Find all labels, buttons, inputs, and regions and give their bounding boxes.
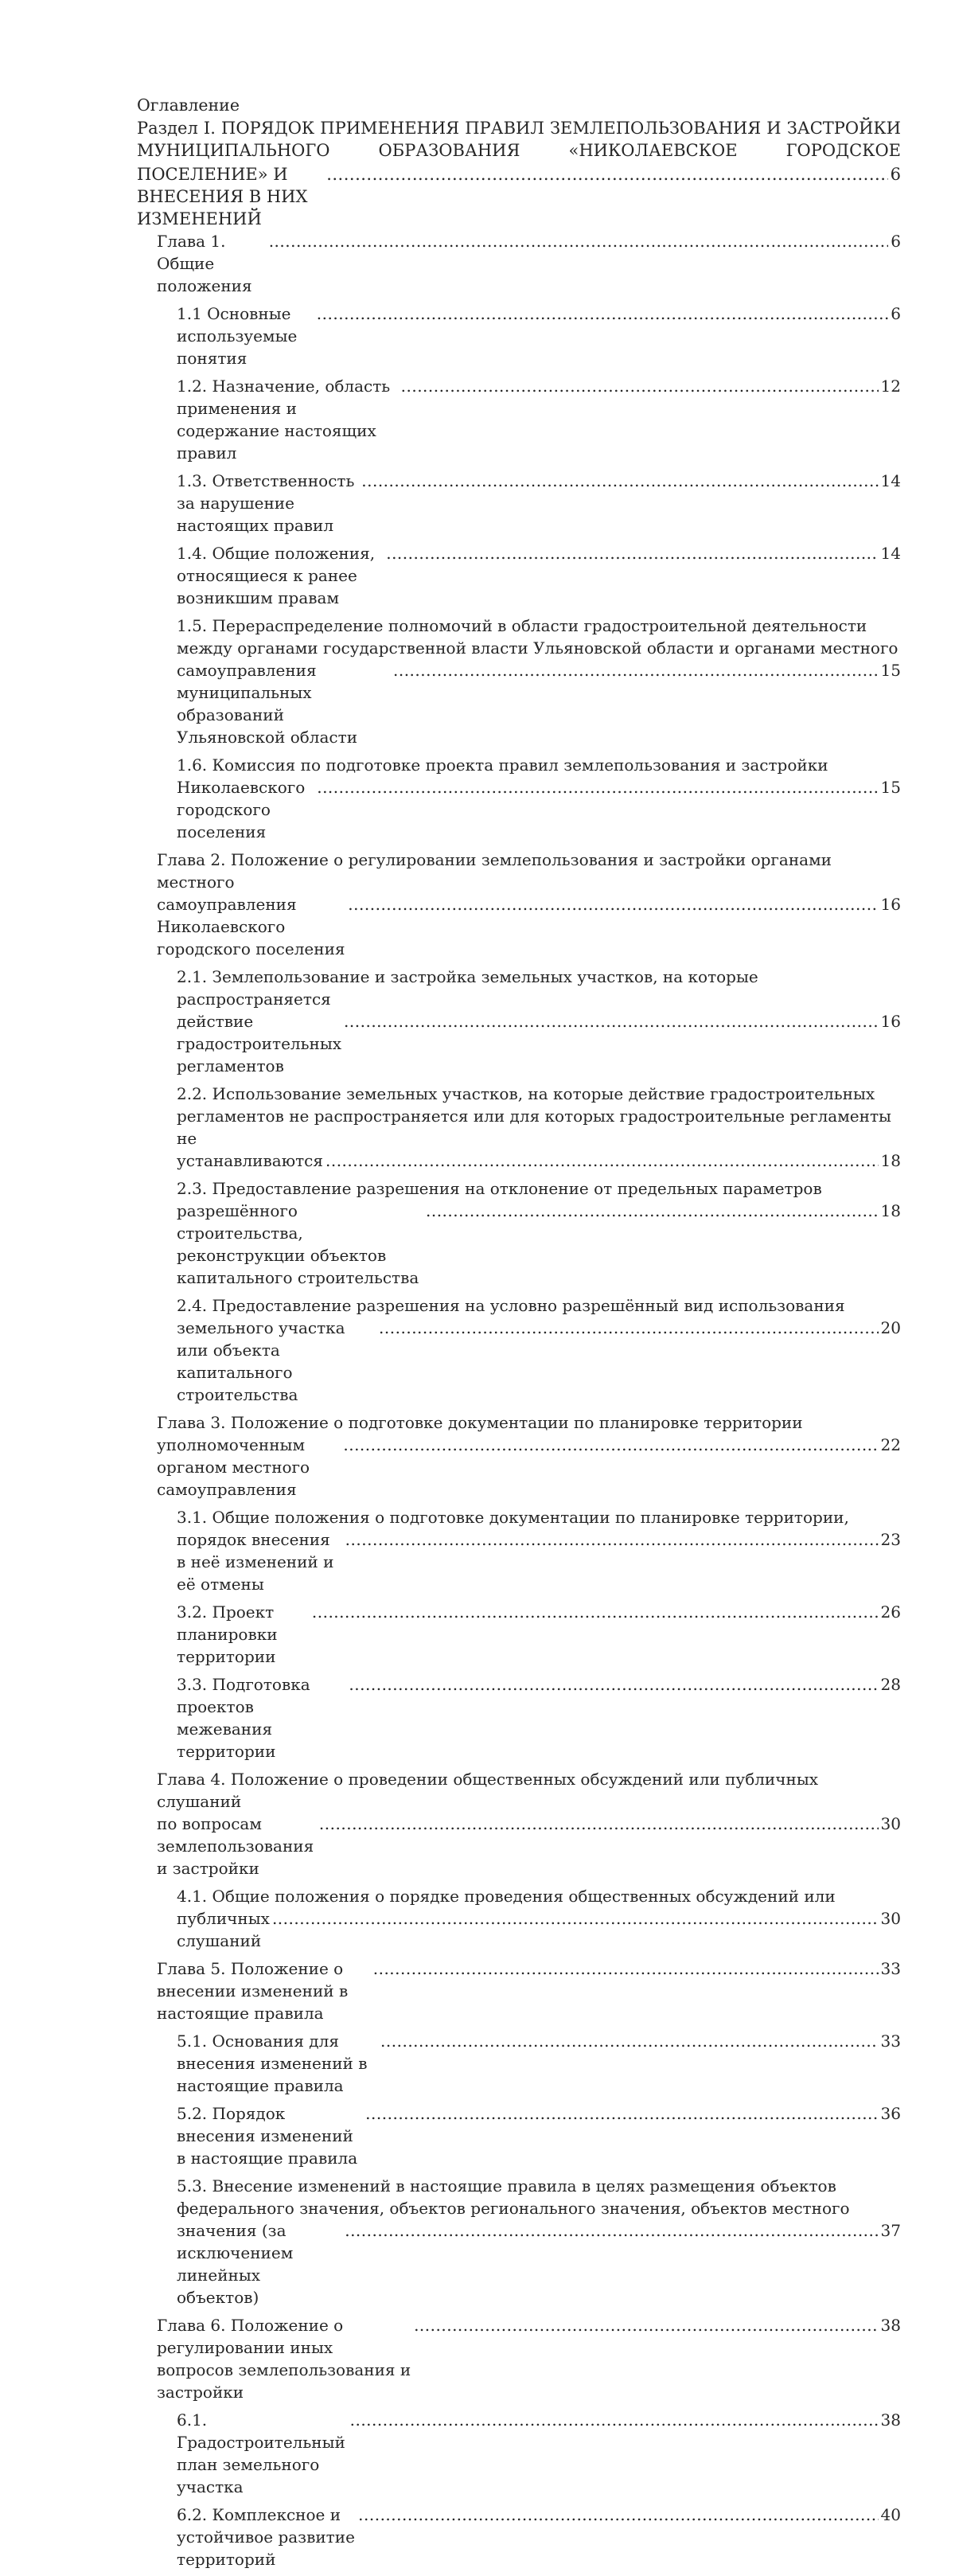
toc-entry-last-line [177,1601,901,1668]
toc-entry-last-line [177,2102,901,2169]
toc-entry-last-line [177,302,901,369]
toc-entry-sub[interactable] [137,1601,901,1668]
toc-page-number: 30 [880,1814,901,1833]
dot-leader [379,1317,879,1339]
toc-page-number: 15 [880,778,901,797]
toc-entry-line: федерального значения, объектов регионального значения, объектов местного [177,2199,850,2218]
toc-entry-chapter[interactable] [137,2314,901,2403]
toc-entry-sub[interactable] [137,2504,901,2570]
toc-entry-title: Глава 6. Положение о регулировании иных вопросов землепользования и застройки [157,2316,411,2402]
toc-entry-sub[interactable] [137,966,901,1077]
dot-leader [312,1601,879,1623]
toc-page-number: 22 [880,1435,901,1454]
toc-entry-line: 1.5. Перераспределение полномочий в области градостроительной деятельности [177,616,867,635]
dot-leader [319,1813,879,1835]
toc-page-number: 30 [880,1909,901,1928]
dot-leader [345,2219,878,2242]
toc-entry-line: 4.1. Общие положения о порядке проведения общественных обсуждений или [177,1887,836,1906]
toc-entry-title: 1.2. Назначение, область применения и содержание настоящих правил [177,377,391,463]
dot-leader [348,893,878,915]
dot-leader [365,2102,878,2125]
toc-entry-title: 6.1. Градостроительный план земельного участка [177,2410,345,2496]
toc-entry-sub[interactable] [137,754,901,843]
toc-entry-line: 3.1. Общие положения о подготовке документации по планировке территории, [177,1508,849,1527]
toc-page-number: 20 [880,1318,901,1337]
toc-page-number: 14 [880,544,901,563]
toc-entry-last-line [177,470,901,537]
toc-page-number: 6 [890,165,901,184]
toc-entry-sub[interactable] [137,1673,901,1762]
toc-entry-title: 1.3. Ответственность за нарушение настоящих правил [177,471,355,535]
toc-entry-line: регламентов не распространяется или для которых градостроительные регламенты не [177,1107,891,1148]
toc-entry-title: уполномоченным органом местного самоуправления [157,1435,310,1499]
toc-entry-line: 1.6. Комиссия по подготовке проекта правил землепользования и застройки [177,755,828,775]
toc-entry-last-line [177,659,901,748]
toc-entry-sub[interactable] [137,302,901,369]
dot-leader [269,230,889,252]
toc-entry-title: значения (за исключением линейных объектов) [177,2221,294,2307]
toc-entry-title: самоуправления Николаевского городского поселения [157,895,345,958]
toc-entry-last-line [177,2030,901,2097]
toc-entry-sub[interactable] [137,470,901,537]
toc-entry-title: 3.2. Проект планировки территории [177,1602,278,1666]
toc-entry-last-line [157,1434,901,1501]
toc-entry-last-line [177,2219,901,2309]
dot-leader [361,470,878,492]
toc-page-number: 12 [880,377,901,396]
toc-entry-last-line [177,1673,901,1762]
toc-page-number: 28 [880,1675,901,1694]
toc-entry-sub[interactable] [137,1885,901,1952]
toc-section-last-line [137,163,901,230]
toc-entry-line: между органами государственной власти Ульяновской области и органами местного [177,638,898,658]
toc-entry-sub[interactable] [137,2030,901,2097]
dot-leader [380,2030,879,2052]
toc-entry-last-line [177,2409,901,2498]
toc-entry-line: 2.4. Предоставление разрешения на условно разрешённый вид использования [177,1296,845,1315]
toc-entry-sub[interactable] [137,2102,901,2169]
toc-entry-sub[interactable] [137,375,901,464]
toc-entry-line: 5.3. Внесение изменений в настоящие правила в целях размещения объектов [177,2176,836,2195]
toc-entry-last-line [157,1957,901,2024]
toc-entry-last-line [177,1317,901,1406]
toc-page-number: 23 [880,1530,901,1549]
toc-entry-last-line [157,2314,901,2403]
toc-page-number: 33 [880,1959,901,1978]
toc-entry-chapter[interactable] [137,1957,901,2024]
toc-entry-title: порядок внесения в неё изменений и её отмены [177,1530,334,1594]
toc-page-number: 6 [891,304,901,323]
toc-page-number: 37 [880,2221,901,2240]
toc-entry-sub[interactable] [137,1506,901,1595]
dot-leader [345,1528,879,1551]
toc-page-number: 38 [880,2410,901,2430]
toc-entry-title: 6.2. Комплексное и устойчивое развитие территорий [177,2505,355,2569]
dot-leader [414,2314,878,2336]
toc-entry-last-line [177,375,901,464]
toc-entry-title: устанавливаются [177,1151,323,1170]
toc-entry-title: действие градостроительных регламентов [177,1012,342,1075]
toc-page-number: 6 [891,232,901,251]
toc-entry-line: Глава 2. Положение о регулировании землепользования и застройки органами местного [157,850,832,892]
dot-leader [401,375,879,397]
dot-leader [426,1200,879,1222]
toc-entry-sub[interactable] [137,615,901,748]
toc-entry-chapter[interactable] [137,230,901,297]
dot-leader [272,1907,879,1930]
toc-entry-sub[interactable] [137,2409,901,2498]
toc-page-number: 26 [880,1602,901,1622]
toc-entry-line: Глава 3. Положение о подготовке документации по планировке территории [157,1413,803,1432]
toc-entry-chapter[interactable] [137,849,901,960]
toc-entry-title: Николаевского городского поселения [177,778,306,841]
dot-leader [344,1010,879,1032]
toc-entry-title: Глава 5. Положение о внесении изменений в настоящие правила [157,1959,349,2023]
toc-entry-chapter[interactable] [137,1411,901,1501]
toc-entry-sub[interactable] [137,1177,901,1289]
toc-page-number: 38 [880,2316,901,2335]
toc-entry-title: разрешённого строительства, реконструкции объектов капитального строительства [177,1201,419,1287]
dot-leader [317,302,888,325]
toc-section-title: Раздел I. ПОРЯДОК ПРИМЕНЕНИЯ ПРАВИЛ ЗЕМЛЕПОЛЬЗОВАНИЯ И ЗАСТРОЙКИ МУНИЦИПАЛЬНОГО ОБРАЗОВАНИЯ «НИКОЛАЕВСКОЕ ГОРОДСКОЕ [137,119,901,160]
toc-entry-title: 5.2. Порядок внесения изменений в настоящие правила [177,2104,358,2168]
toc-entry-title: по вопросам землепользования и застройки [157,1814,314,1878]
toc-entry-last-line [177,1010,901,1077]
dot-leader [393,659,879,681]
toc-entry-sub[interactable] [137,2175,901,2309]
dot-leader [386,542,878,564]
toc-page-number: 40 [880,2505,901,2524]
toc-entry-title: 3.3. Подготовка проектов межевания территории [177,1675,310,1761]
dot-leader [373,1957,879,1980]
toc-entry-last-line [157,230,901,297]
toc-entry-last-line [157,1813,901,1879]
toc-entry-line: 2.2. Использование земельных участков, на которые действие градостроительных [177,1084,875,1103]
toc-page-number: 16 [880,895,901,914]
toc-entry-last-line [177,1907,901,1952]
toc-heading: Оглавление [137,96,240,115]
toc-entry-line: 2.1. Землепользование и застройка земельных участков, на которые распространяется [177,967,758,1009]
toc-entry-title: 1.1 Основные используемые понятия [177,304,298,368]
toc-entries [137,230,901,2570]
toc-entry-sub[interactable] [137,1083,901,1172]
toc-entry-title: публичных слушаний [177,1909,270,1950]
dot-leader [350,2409,879,2431]
toc-page-number: 15 [880,661,901,680]
toc-section-entry [137,117,901,230]
toc-entry-sub[interactable] [137,542,901,609]
toc-entry-last-line [177,1528,901,1595]
dot-leader [358,2504,878,2526]
toc-section-tail: ПОСЕЛЕНИЕ» И ВНЕСЕНИЯ В НИХ ИЗМЕНЕНИЙ [137,165,308,228]
toc-entry-last-line [177,1200,901,1289]
toc-page-number: 18 [880,1151,901,1170]
toc-entry-last-line [157,893,901,960]
toc-entry-chapter[interactable] [137,1768,901,1879]
toc-entry-last-line [177,2504,901,2570]
toc-entry-title: Глава 1. Общие положения [157,232,252,295]
toc-entry-title: земельного участка или объекта капитального строительства [177,1318,345,1404]
toc-page-number: 18 [880,1201,901,1220]
dot-leader [317,776,878,798]
table-of-contents [137,94,901,2576]
toc-page-number: 14 [880,471,901,490]
toc-entry-title: 1.4. Общие положения, относящиеся к ранее возникшим правам [177,544,376,607]
dot-leader [343,1434,878,1456]
toc-entry-sub[interactable] [137,1294,901,1406]
toc-entry-line: 2.3. Предоставление разрешения на отклонение от предельных параметров [177,1179,822,1198]
dot-leader [325,1149,879,1172]
toc-page-number: 16 [880,1012,901,1031]
toc-entry-last-line [177,1149,901,1172]
toc-entry-line: Глава 4. Положение о проведении общественных обсуждений или публичных слушаний [157,1770,819,1811]
dot-leader [326,163,887,185]
dot-leader [349,1673,878,1696]
toc-entry-title: 5.1. Основания для внесения изменений в настоящие правила [177,2032,368,2095]
toc-entry-last-line [177,776,901,843]
toc-page-number: 36 [880,2104,901,2123]
toc-entry-title: самоуправления муниципальных образований Ульяновской области [177,661,358,747]
toc-page-number: 33 [880,2032,901,2051]
toc-entry-last-line [177,542,901,609]
